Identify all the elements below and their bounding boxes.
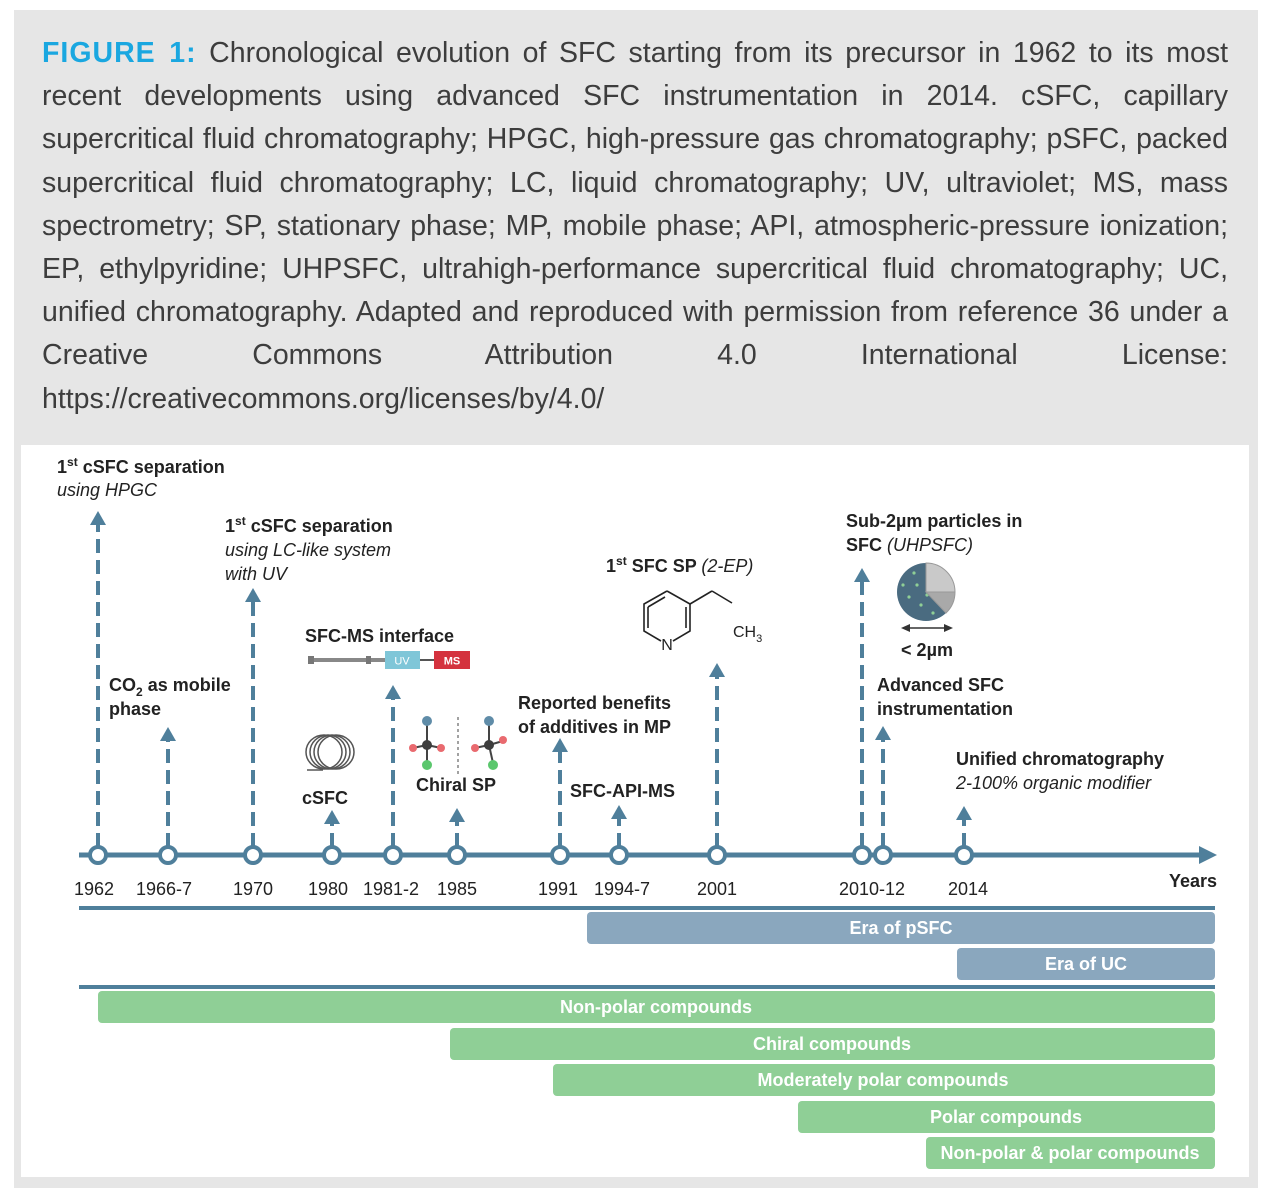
tick-label: 2014 [947,879,989,899]
event-2001-title: 1st SFC SP (2-EP) [606,554,754,576]
node-1985 [449,847,465,863]
arrowhead-1962 [90,511,106,525]
time-axis-arrowhead [1199,846,1217,864]
compound-label: Non-polar compounds [560,997,752,1017]
compound-label: Moderately polar compounds [757,1070,1009,1090]
event-1991-title: Reported benefits [518,693,672,713]
event-2010-title: Sub-2µm particles in [846,511,1023,531]
event-1970-subtitle: using LC-like system [225,540,392,560]
event-1980-title: cSFC [302,788,349,808]
event-1966-title-line2: phase [109,699,162,719]
timeline-diagram [21,445,1249,1177]
tick-label: 1970 [232,879,274,899]
node-1966 [160,847,176,863]
arrowhead-2001 [709,663,725,677]
era-label-psfc: Era of pSFC [849,918,953,938]
arrowhead-2014 [956,806,972,820]
tick-label: 1980 [307,879,349,899]
event-1981-title: SFC-MS interface [305,626,455,646]
sub-2um-particle-icon [897,563,955,621]
chiral-molecules-icon [409,716,507,775]
tick-label: 2001 [696,879,738,899]
era-label-uc: Era of UC [1044,954,1128,974]
compound-label: Polar compounds [929,1107,1083,1127]
tick-label: 1962 [73,879,115,899]
event-2010-title-line2: SFC (UHPSFC) [846,535,974,555]
methyl-label: $CH_3$ [733,624,763,645]
event-2012-title-line2: instrumentation [877,699,1014,719]
arrowhead-1981 [385,685,401,699]
node-2010 [854,847,870,863]
years-label: Years [1168,871,1217,891]
tick-label: 1981-2 [362,879,420,899]
arrowhead-1991 [552,738,568,752]
node-2014 [956,847,972,863]
compound-label: Non-polar & polar compounds [940,1143,1200,1163]
node-1994 [611,847,627,863]
node-2012 [875,847,891,863]
node-1962 [90,847,106,863]
capillary-coil-icon [306,735,354,770]
node-1981 [385,847,401,863]
node-2001 [709,847,725,863]
arrowhead-2012 [875,726,891,740]
event-2012-title: Advanced SFC [877,675,1005,695]
timeline-panel [21,445,1249,1177]
caption-text: Chronological evolution of SFC starting from its precursor in 1962 to its most recent developments using advanced SFC instrumentation in 2014. cSFC, capillary supercritical fluid chromatography; HPGC, high-pressure gas chromatography; pSFC, packed supercritical fluid chromatography; LC, liquid chromatography; UV, ultraviolet; MS, mass spectrometry; SP, stationary phase; MP, mobile phase; API, atmospheric-pressure ionization; EP, ethylpyridine; UHPSFC, ultrahigh-performance supercritical fluid chromatography; UC, unified chromatography. Adapted and reproduced with permission from reference 36 under a Creative Commons Attribution 4.0 International License: https://creativecommons.org/licenses/by/4.0/ [42,37,1228,415]
arrowhead-1970 [245,588,261,602]
sfc-ms-interface-icon [308,651,470,669]
event-1962-subtitle: using HPGC [57,480,158,500]
ethylpyridine-structure-icon [644,591,732,641]
event-1966-title: $CO_2$ as mobile [109,675,231,699]
node-1980 [324,847,340,863]
arrowhead-1966 [160,727,176,741]
caption-label: FIGURE 1: [42,37,197,69]
pyridine-nitrogen-label: N [661,637,673,654]
arrowhead-2010 [854,568,870,582]
tick-label: 1966-7 [135,879,193,899]
tick-label: 1991 [537,879,579,899]
figure-caption [42,32,1228,421]
arrowhead-1985 [449,808,465,822]
event-2014-subtitle: 2-100% organic modifier [956,773,1152,793]
svg-text:UV: UV [394,655,410,668]
event-1991-title-line2: of additives in MP [518,717,672,737]
arrowhead-1980 [324,810,340,824]
event-1970-title: 1st cSFC separation [225,514,393,536]
node-1991 [552,847,568,863]
size-double-arrow-icon [901,624,953,632]
svg-text:MS: MS [443,655,461,668]
compound-label: Chiral compounds [752,1034,912,1054]
particle-size-label: < 2µm [901,640,953,660]
event-1985-title: Chiral SP [416,775,497,795]
event-1994-title: SFC-API-MS [570,781,675,801]
tick-label: 2010-12 [838,879,906,899]
tick-label: 1994-7 [593,879,651,899]
event-2014-title: Unified chromatography [956,749,1165,769]
event-1970-subtitle-line2: with UV [225,564,288,584]
event-1962-title: 1st cSFC separation [57,455,225,477]
arrowhead-1994 [611,805,627,819]
node-1970 [245,847,261,863]
tick-label: 1985 [436,879,478,899]
